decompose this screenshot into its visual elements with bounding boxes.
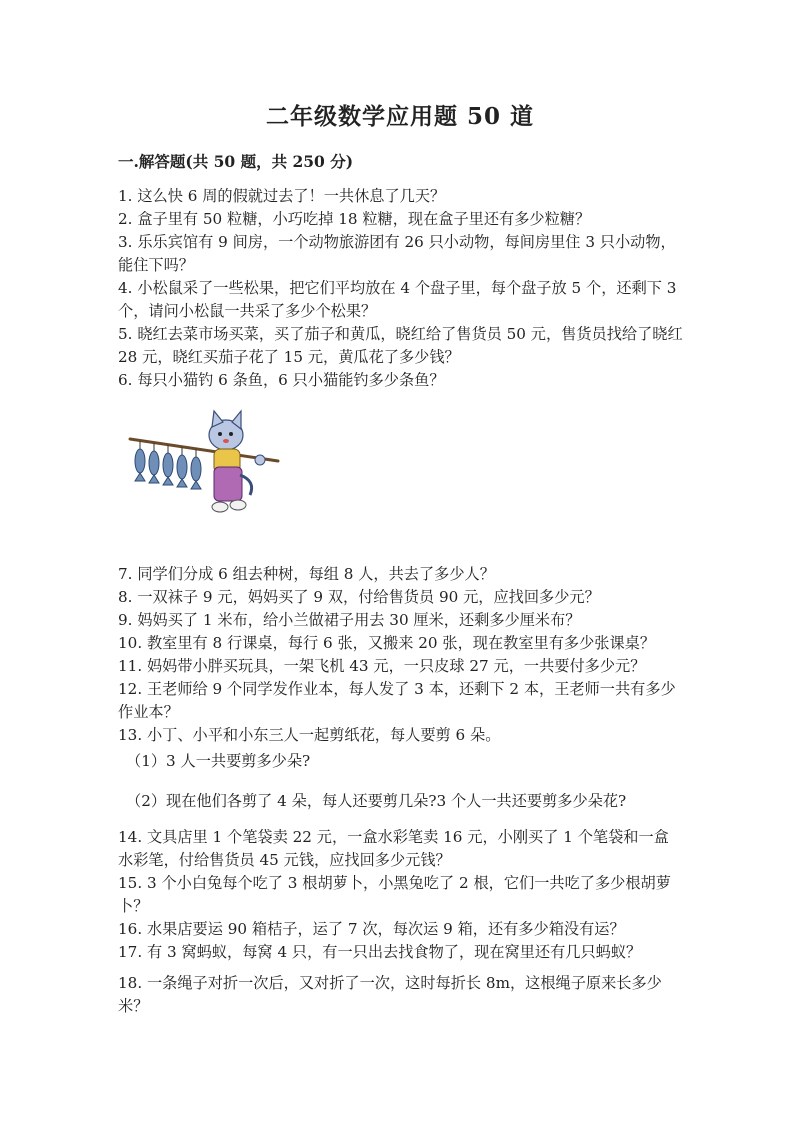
section-heading: 一.解答题(共 50 题，共 250 分) (118, 152, 354, 171)
question-18: 18. 一条绳子对折一次后，又对折了一次，这时每折长 8m，这根绳子原来长多少米？ (118, 974, 662, 1015)
question-10: 10. 教室里有 8 行课桌，每行 6 张，又搬来 20 张，现在教室里有多少张课桌？ (118, 634, 656, 652)
question-7: 7. 同学们分成 6 组去种树，每组 8 人，共去了多少人？ (118, 565, 495, 583)
question-2: 2. 盒子里有 50 粒糖，小巧吃掉 18 粒糖，现在盒子里还有多少粒糖？ (118, 210, 591, 228)
question-5: 5. 晓红去菜市场买菜，买了茄子和黄瓜，晓红给了售货员 50 元，售货员找给了晓红 28 元，晓红买茄子花了 15 元，黄瓜花了多少钱？ (118, 325, 683, 366)
sub-question-2: （2）现在他们各剪了 4 朵，每人还要剪几朵?3 个人一共还要剪多少朵花? (126, 792, 627, 810)
sub-question-1: （1）3 人一共要剪多少朵? (126, 752, 311, 770)
question-3: 3. 乐乐宾馆有 9 间房，一个动物旅游团有 26 只小动物，每间房里住 3 只小动物，能住下吗？ (118, 233, 676, 274)
question-15: 15. 3 个小白兔每个吃了 3 根胡萝卜，小黑兔吃了 2 根，它们一共吃了多少根胡萝卜？ (118, 874, 671, 915)
question-9: 9. 妈妈买了 1 米布，给小兰做裙子用去 30 厘米，还剩多少厘米布？ (118, 611, 581, 629)
question-block-4 (118, 972, 683, 1018)
question-13: 13. 小丁、小平和小东三人一起剪纸花，每人要剪 6 朵。 (118, 726, 501, 744)
question-8: 8. 一双袜子 9 元，妈妈买了 9 双，付给售货员 90 元，应找回多少元？ (118, 588, 600, 606)
question-block-1 (118, 185, 683, 392)
page-title: 二年级数学应用题 50 道 (265, 103, 535, 130)
question-block-2 (118, 563, 683, 747)
cat-carrying-fish-illustration (128, 405, 288, 525)
question-6: 6. 每只小猫钓 6 条鱼，6 只小猫能钓多少条鱼？ (118, 371, 445, 389)
question-4: 4. 小松鼠采了一些松果，把它们平均放在 4 个盘子里，每个盘子放 5 个，还剩下 3 个，请问小松鼠一共采了多少个松果？ (118, 279, 677, 320)
question-17: 17. 有 3 窝蚂蚁，每窝 4 只，有一只出去找食物了，现在窝里还有几只蚂蚁？ (118, 943, 642, 961)
cat-icon (209, 411, 265, 512)
question-block-3 (118, 826, 683, 964)
question-1: 1. 这么快 6 周的假就过去了！一共休息了几天？ (118, 187, 446, 205)
question-16: 16. 水果店要运 90 箱桔子，运了 7 次，每次运 9 箱，还有多少箱没有运？ (118, 920, 625, 938)
question-12: 12. 王老师给 9 个同学发作业本，每人发了 3 本，还剩下 2 本，王老师一共有多少作业本？ (118, 680, 676, 721)
question-14: 14. 文具店里 1 个笔袋卖 22 元，一盒水彩笔卖 16 元，小刚买了 1 个笔袋和一盒水彩笔，付给售货员 45 元钱，应找回多少元钱？ (118, 828, 669, 869)
question-11: 11. 妈妈带小胖买玩具，一架飞机 43 元，一只皮球 27 元，一共要付多少元？ (118, 657, 646, 675)
